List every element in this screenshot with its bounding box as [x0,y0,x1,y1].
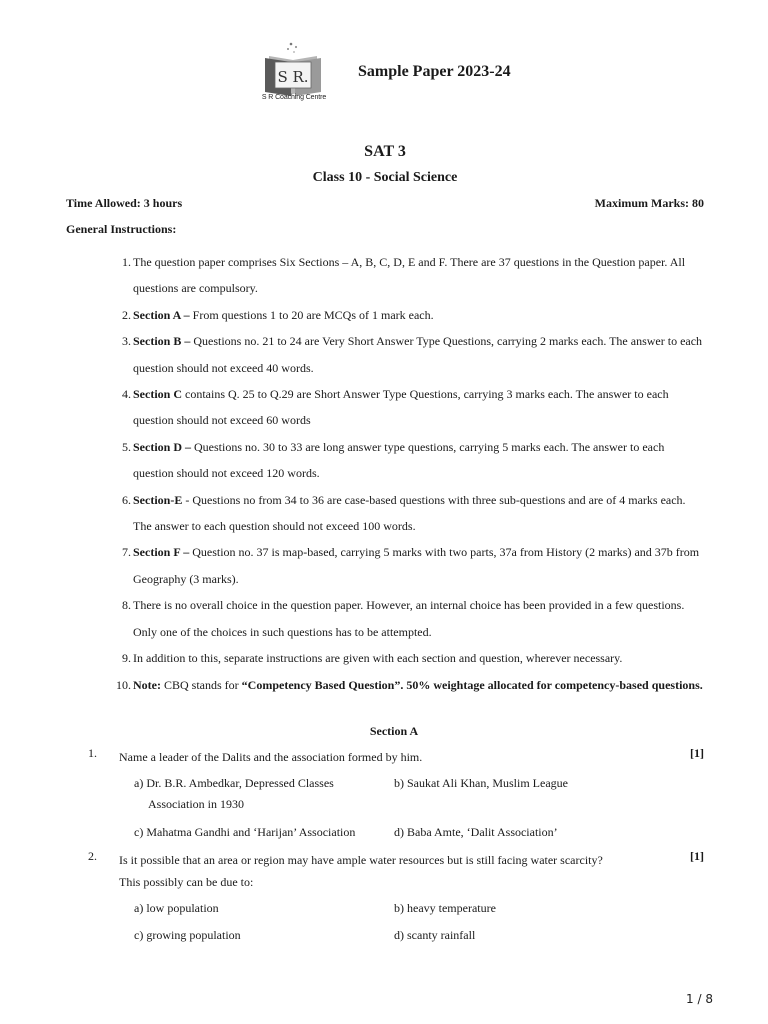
page-number: 1 / 8 [686,992,713,1006]
instruction-number: 3. [122,334,131,349]
question-marks: [1] [690,746,704,760]
question-text: Is it possible that an area or region may have ample water resources but is still facing water scarcity? This possibly can be due to: [119,853,603,889]
instruction-section-label: Section C [133,387,182,402]
instruction-text: Question no. 37 is map-based, carrying 5 marks with two parts, 37a from History (2 marks) and 37b from Geography (3 marks). [133,545,700,586]
instruction-item [66,645,706,671]
exam-title: SAT 3 [364,143,406,160]
logo-caption: S R Coaching Centre [261,94,327,101]
instruction-note-label: Note: [133,677,161,692]
instruction-item [66,487,706,540]
instruction-text: The question paper comprises Six Sections – A, B, C, D, E and F. There are 37 questions in the Question paper. All questions are compulsory. [133,255,686,296]
section-a-heading: Section A [369,724,419,738]
option-c: c) Mahatma Gandhi and ‘Harijan’ Association [134,825,356,839]
option-a: a) low population [134,901,219,915]
instruction-number: 6. [122,492,131,507]
class-subject-title: Class 10 - Social Science [312,170,458,185]
instruction-number: 8. [122,598,131,613]
instruction-item [66,328,706,381]
maximum-marks: Maximum Marks: 80 [594,196,704,210]
instruction-text: Questions no. 30 to 33 are long answer type questions, carrying 5 marks each. The answer to each question should not exceed 120 words. [133,439,665,481]
instruction-section-label: Section A – [133,307,190,322]
option-d: d) scanty rainfall [394,928,476,942]
instruction-section-label: Section B – [133,334,191,349]
question-text: Name a leader of the Dalits and the association formed by him. [119,750,423,764]
option-text: a) Dr. B.R. Ambedkar, Depressed Classes Association in 1930 [134,776,334,811]
instruction-number: 5. [122,439,131,454]
question-number: 2. [88,849,97,863]
instruction-number: 2. [122,307,131,322]
instruction-item [66,434,706,487]
instruction-number: 10. [116,677,131,692]
instruction-number: 9. [122,651,131,666]
instruction-item [66,302,706,328]
option-b: b) Saukat Ali Khan, Muslim League [394,776,568,790]
instruction-item [66,381,706,434]
instruction-item [66,592,706,645]
instruction-text: CBQ stands for [160,677,242,692]
book-logo-icon [255,38,331,98]
option-a [134,773,364,815]
instruction-bold-tail: “Competency Based Question”. 50% weightage allocated for competency-based questions. [241,677,703,692]
time-allowed: Time Allowed: 3 hours [66,196,183,210]
instruction-section-label: Section F – [133,545,190,560]
option-d: d) Baba Amte, ‘Dalit Association’ [394,825,558,839]
instruction-item [66,672,706,698]
instructions-list [66,249,706,698]
instruction-section-label: Section D – [133,439,191,454]
instruction-text: In addition to this, separate instructions are given with each section and question, wherever necessary. [133,651,623,666]
question-number: 1. [88,746,97,760]
instruction-number: 7. [122,545,131,560]
instruction-text: contains Q. 25 to Q.29 are Short Answer Type Questions, carrying 3 marks each. The answer to each question should not exceed 60 words [133,387,669,428]
question-marks: [1] [690,849,704,863]
logo-monogram: S R. [277,68,309,86]
instruction-item [66,539,706,592]
instruction-item [66,249,706,302]
paper-title: Sample Paper 2023-24 [358,63,511,80]
instruction-section-label: Section-E [133,492,183,507]
general-instructions-heading: General Instructions: [66,222,177,236]
instruction-text: From questions 1 to 20 are MCQs of 1 mark each. [189,307,434,322]
instruction-number: 4. [122,387,131,402]
instruction-number: 1. [122,255,131,269]
option-c: c) growing population [134,928,241,942]
option-b: b) heavy temperature [394,901,496,915]
instruction-text: There is no overall choice in the question paper. However, an internal choice has been provided in a few questions. Only one of the choices in such questions has to be attempted. [133,598,685,639]
instruction-text: Questions no. 21 to 24 are Very Short Answer Type Questions, carrying 2 marks each. The answer to each question should not exceed 40 words. [133,334,703,375]
instruction-text: - Questions no from 34 to 36 are case-based questions with three sub-questions and are of 4 marks each. The answer to each question should not exceed 100 words. [133,492,686,534]
